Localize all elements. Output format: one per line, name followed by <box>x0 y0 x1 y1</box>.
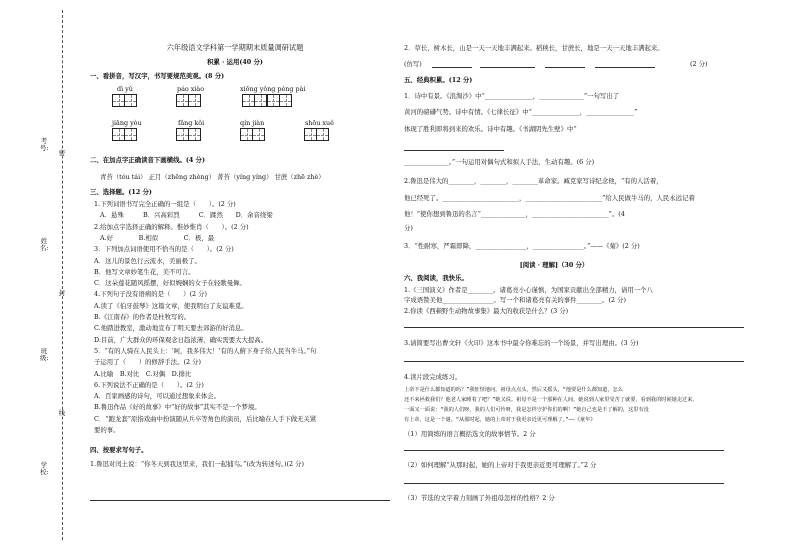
question-line: A．百家画感的诗句，可以通过想象来体会。 <box>94 392 221 401</box>
s4-question-2: 2．草长，树木长，山是一天一天地丰满起来。稻秧长，甘蔗长，地是一天一天地丰满起来。 <box>404 44 664 52</box>
s5-q2-line4: 分) <box>404 224 413 232</box>
s6-q1-line2: 字成语赞美他________________。写一个和诸葛亮有关的事件________。(2 分) <box>404 296 626 304</box>
pinyin-4: jiāng yòu <box>112 119 142 127</box>
answer-line[interactable] <box>404 327 744 328</box>
answer-line[interactable] <box>432 67 472 68</box>
passage-line: 有上帝，这是一个谜。“从那时起，她的上帝对于我更亲近更可理解了。”——《童年》 <box>404 417 596 423</box>
s6-q4: 4.读片段完成练习。 <box>404 373 462 381</box>
name-label: 姓名: <box>40 237 49 252</box>
answer-line[interactable] <box>595 67 655 68</box>
answer-line[interactable] <box>404 483 724 484</box>
char-grid-4[interactable] <box>112 128 137 141</box>
passage-line: 一面又一面说：“我的人们呀，我的人们可怜呀，我是怎样守护你们的啊！”她自己也是不了解的，这里有没 <box>404 407 649 413</box>
question-line: A.好 B.相似 C．极，最 <box>100 233 215 242</box>
question-line: A．这儿的景色行云流水，美丽极了。 <box>94 256 201 265</box>
school-label: 学校: <box>40 461 49 476</box>
passage-line: 上帝不是什么都知道的吗？”我怔怔地问。祖母点点头，然后又摇头，“他要是什么都知道，怎么 <box>404 387 623 393</box>
seal-mark-3: 线 <box>58 409 66 417</box>
char-grid-7[interactable] <box>304 128 329 141</box>
question-line: C．“跑龙套”原指戏曲中扮演随从兵卒等角色的演员，后比喻在人手下做无关紧 <box>94 414 317 423</box>
sub-question-2: （2）如何理解“从那时起，她的上帝对于我更亲近更可理解了。”2 分 <box>404 461 597 469</box>
answer-line[interactable] <box>545 67 585 68</box>
char-grid-1[interactable] <box>112 94 137 107</box>
s4-score: (2 分) <box>690 60 708 68</box>
question-line: 5．“有的人骑在人民头上：‘呵，我多伟大！’有的人俯下身子给人民当牛马。”句 <box>94 346 317 355</box>
sub-question-3: （3）节选的文字着力刻画了外祖母怎样的性格？2 分 <box>404 494 555 502</box>
s6-q2: 2.你读《西顿野生动物故事集》最大的收获是什么？(3 分) <box>404 307 569 315</box>
pinyin-2: páo xiào <box>177 85 205 93</box>
pinyin-7: shōu xuě <box>305 119 334 127</box>
page-title: 六年级语文学科第一学期期末质量调研试题 <box>166 43 304 52</box>
question-line: B.鲁迅作品《好的故事》中“好的故事”其实不是一个梦境。 <box>94 403 261 412</box>
seal-mark: 密 <box>58 149 66 157</box>
pinyin-1: dì yǔ <box>117 85 133 93</box>
s6-q1-line1: 1.《三国演义》作者是________。诸葛亮小心谨慎，为国家贡献出全部精力，请用一个八 <box>404 286 653 294</box>
s2-items: 青苔（tóu tái） 正月（zhēng zhèng） 菁苔（yíng yíng） 甘蔗（zhē zhè） <box>100 173 325 181</box>
question-line: B．他写文章妙笔生花，美不可言。 <box>94 267 195 276</box>
question-line: 1.下列词语书写完全正确的一组是（ ）。(2 分) <box>94 200 236 208</box>
question-line: B.《江南春》的作者是杜牧写的。 <box>94 313 191 321</box>
reading-heading: [阅读 · 理解]（30 分） <box>519 261 589 269</box>
question-line: A.比喻 B.对比 C.对偶 D.排比 <box>94 369 192 378</box>
question-line: A．悬殊 B．兴高彩烈 C．蹂然 D．余音绕梁 <box>100 211 273 220</box>
question-line: D.目前，广大群众的环保观念日趋浓薄，确实需要大大提高。 <box>94 335 268 344</box>
s1-heading: 一、看拼音，写汉字，书写要规范美观。(8 分) <box>90 72 225 80</box>
s4-imitate-label: (仿写) <box>404 60 422 68</box>
question-line: 子运用了（ ）的修辞手法。(2 分) <box>94 358 201 367</box>
pinyin-3: xiōng yǒng péng pài <box>240 85 306 93</box>
s2-heading: 二、在加点字正确读音下画横线。(4 分) <box>90 156 205 164</box>
s5-q2-line1: 2.鲁迅是伟大的________，________，________革命家。臧克家写诗纪念他，“有的人活着， <box>404 177 663 185</box>
char-grid-6[interactable] <box>240 128 265 141</box>
question-line: A.读了《伯牙鼓琴》这篇文章，使我明白了友谊难觅。 <box>94 301 248 310</box>
s5-q1-line4: ______________。”一句运用对偶句式和拟人手法，生动有趣。(6 分) <box>404 158 595 166</box>
pinyin-5: fǎng kǒi <box>178 119 205 127</box>
answer-line[interactable] <box>404 150 504 151</box>
answer-line[interactable] <box>404 450 724 451</box>
s5-q1-line3: 体现了胜利即将到来的欢乐。诗中有趣。《书湖阴先生壁》中“ <box>404 125 577 133</box>
answer-line[interactable] <box>404 361 744 362</box>
s5-q2-line2: 他已经死了。________________________，________________________”给人民做牛马的，人民永远记着 <box>404 194 695 202</box>
s3-heading: 三、选择题。(12 分) <box>90 188 152 196</box>
question-line: C．这朵莲花随风摇摆，好似婉娴的女子在轻歌曼舞。 <box>94 279 246 288</box>
s4-question-1: 1.鲁迅对闰土说：“你冬天到我这里来，我们一起捕鸟。”(改为转述句。)(2 分) <box>90 460 305 468</box>
s4-heading: 四、按要求写句子。 <box>90 446 148 454</box>
question-line: C.他踏进教室，激动地宣布了明天要去郊游的好消息。 <box>94 324 248 333</box>
seal-mark-2: 封 <box>58 289 66 297</box>
s5-heading: 五、经典积累。(12 分) <box>404 76 473 84</box>
pinyin-6: qín jiàn <box>240 119 265 127</box>
s5-q1-line1: 1．诗中有景。《浪淘沙》中“_______________，______________”一句写出了 <box>404 92 620 100</box>
part1-title: 积累 · 运用(40 分) <box>207 58 263 66</box>
question-line: 要的事。 <box>94 426 120 434</box>
s5-q2-line3: 他！”使你想到鲁迅的名言“______________，________________________”。(4 <box>404 210 625 218</box>
number-label: 考号: <box>40 137 49 152</box>
sub-question-1: （1）用简练的语言概括选文的故事情节。2 分 <box>404 430 536 438</box>
answer-line[interactable] <box>90 500 390 501</box>
s6-heading: 六、我阅读，我快乐。 <box>404 274 468 282</box>
s5-q1-line2: 黄河的磅礴气势。诗中有情。《七律长征》中“_______________，_______________” <box>404 108 638 116</box>
passage-line: 还不来拯救我们？他老人家睡着了吧？”她又说。祖母不是一个那种在人间，她说到人家里受苦了就要，看到我的时候她走过来， <box>404 397 698 403</box>
question-line: 2.给加点字选择正确的解释。惟妙惟肖（ ）。(2 分) <box>94 222 249 231</box>
question-line: 6.下列说法不正确的是（ ）。(2 分) <box>94 380 204 389</box>
binding-line <box>62 10 63 540</box>
char-grid-2[interactable] <box>176 94 201 107</box>
char-grid-5[interactable] <box>176 128 201 141</box>
question-line: 4.下列句子没有语病的是（ ）(2 分) <box>94 290 208 299</box>
class-label: 班级: <box>40 347 49 362</box>
question-line: 3．下列加点词语使用不恰当的是（ ）。(2 分) <box>94 245 234 254</box>
s6-q3: 3.请简要写出曹文轩《火印》这本书中最令你难忘的一个场景，并写出理由。(3 分) <box>404 339 639 347</box>
answer-line[interactable] <box>480 67 535 68</box>
char-grid-3[interactable] <box>242 94 292 107</box>
s5-q3: 3．“性耐寒，严霜即降，________________，________________。”——《菊》(2 分) <box>404 242 640 250</box>
